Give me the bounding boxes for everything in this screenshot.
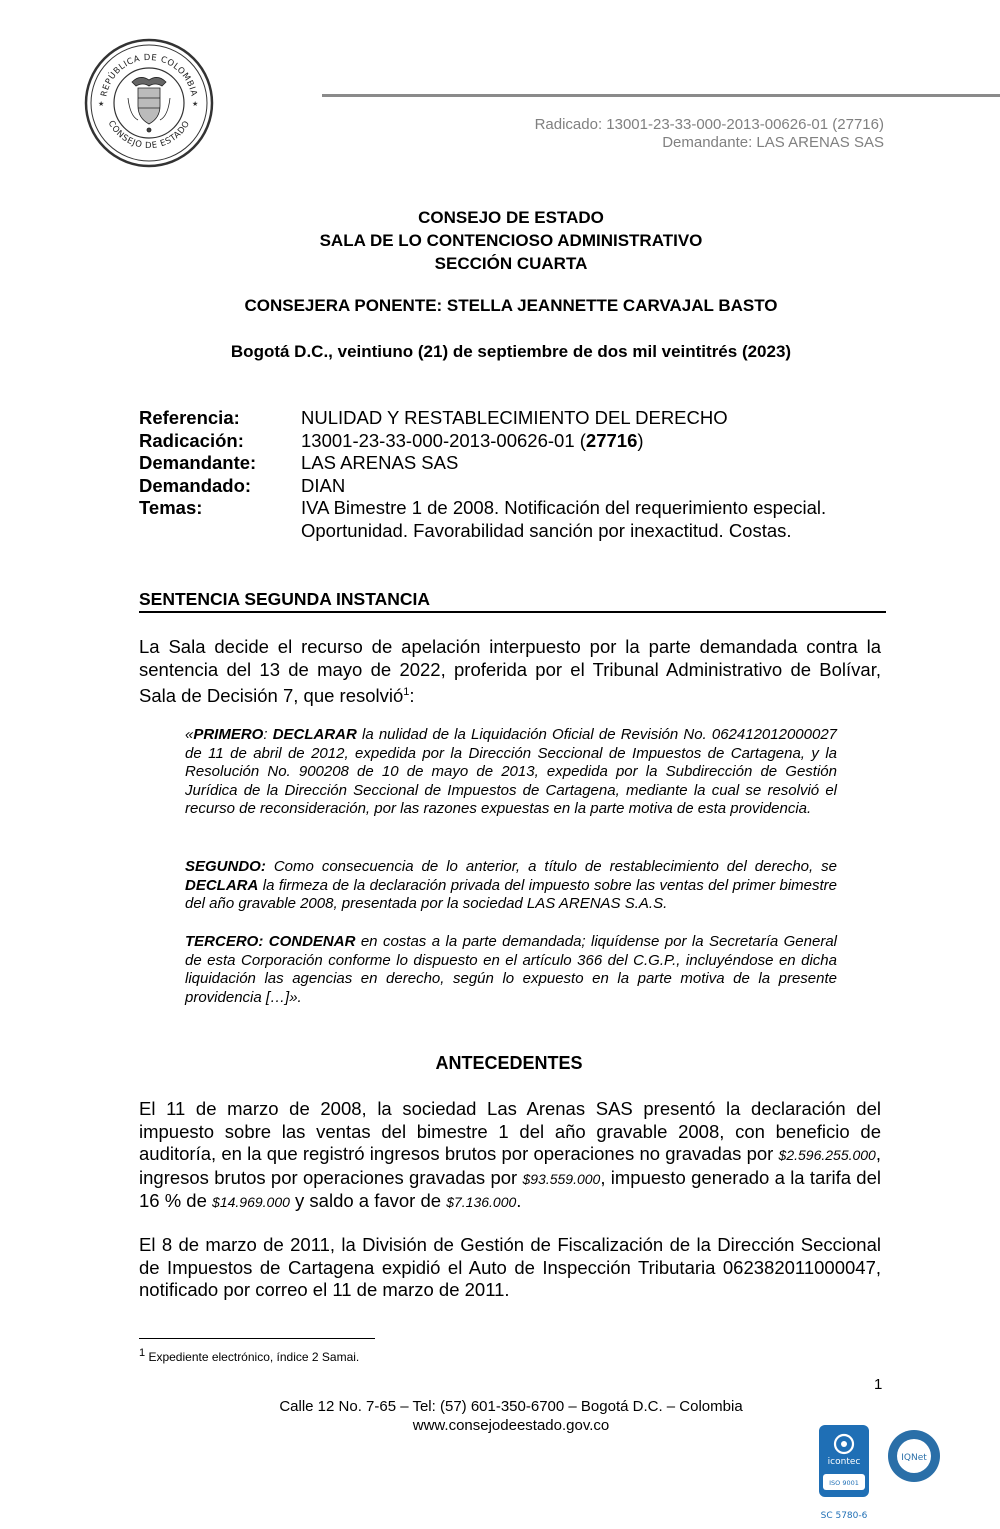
court-name: CONSEJO DE ESTADO bbox=[418, 208, 604, 227]
header-demandante: Demandante: LAS ARENAS SAS bbox=[662, 134, 884, 151]
page-number: 1 bbox=[874, 1376, 883, 1393]
demandado-value: DIAN bbox=[301, 474, 346, 496]
quote-primero: «PRIMERO: DECLARAR la nulidad de la Liquidación Oficial de Revisión No. 062412012000027 de 11 de abril de 2012, expedida por la Dirección Seccional de Impuestos de Cartagena, y la Resolución No. 900208 de 10 de mayo de 2013, expedida por la Subdirección de Gestión Jurídica de la Dirección Seccional de Impuestos de Cartagena, mediante la cual se resolvió el recurso de reconsideración, por las razones expuestas en la parte motiva de esta providencia. bbox=[185, 726, 837, 817]
temas-value: IVA Bimestre 1 de 2008. Notificación del requerimiento especial. Oportunidad. Favorabilidad sanción por inexactitud. Costas. bbox=[301, 497, 827, 541]
decision-date: Bogotá D.C., veintiuno (21) de septiembre de dos mil veintitrés (2023) bbox=[230, 342, 792, 361]
temas-label: Temas: bbox=[139, 497, 203, 518]
antecedentes-paragraph-1: El 11 de marzo de 2008, la sociedad Las Arenas SAS presentó la declaración del impuesto sobre las ventas del bimestre 1 del año gravable 2008, con beneficio de auditoría, en la que registró ingresos brutos por operaciones no gravadas por $2.596.255.000, ingresos brutos por operaciones gravadas por $93.559.000, impuesto generado a la tarifa del 16 % de $14.969.000 y saldo a favor de $7.136.000. bbox=[139, 1098, 881, 1211]
demandado-row bbox=[139, 475, 899, 498]
reference-label: Referencia: bbox=[139, 407, 240, 428]
temas-row bbox=[139, 497, 899, 542]
iqnet-certification-logo bbox=[886, 1428, 942, 1484]
header-radicado: Radicado: 13001-23-33-000-2013-00626-01 (27716) bbox=[534, 116, 884, 133]
demandante-label: Demandante: bbox=[139, 452, 257, 473]
reference-row bbox=[139, 407, 899, 430]
footnote: $^1$ Expediente electrónico, índice 2 Samai. bbox=[139, 1347, 360, 1364]
header-case-info bbox=[535, 116, 884, 152]
quote-tercero: TERCERO: CONDENAR en costas a la parte demandada; liquídense por la Secretaría General de esta Corporación conforme lo dispuesto en el artículo 366 del C.G.P., incluyéndose en dicha liquidación las agencias en derecho, según lo expuesto en la parte motiva de la presente providencia […]». bbox=[185, 933, 837, 1006]
icontec-certification-logo bbox=[818, 1424, 870, 1524]
footer-website[interactable]: www.consejodeestado.gov.co bbox=[412, 1416, 610, 1434]
chamber-name: SALA DE LO CONTENCIOSO ADMINISTRATIVO bbox=[319, 231, 703, 250]
reference-value: NULIDAD Y RESTABLECIMIENTO DEL DERECHO bbox=[301, 407, 728, 428]
demandante-value: LAS ARENAS SAS bbox=[301, 452, 459, 473]
radicacion-label: Radicación: bbox=[139, 429, 244, 451]
demandante-row bbox=[139, 452, 899, 475]
svg-text:★: ★ bbox=[98, 100, 105, 108]
section-name: SECCIÓN CUARTA bbox=[434, 254, 588, 273]
antecedentes-paragraph-2: El 8 de marzo de 2011, la División de Gestión de Fiscalización de la Dirección Seccional de Impuestos de Cartagena expidió el Auto de Inspección Tributaria 062382011000047, notificado por correo el 11 de marzo de 2011. bbox=[139, 1234, 881, 1300]
footnote-rule bbox=[139, 1338, 375, 1339]
ponente: CONSEJERA PONENTE: STELLA JEANNETTE CARVAJAL BASTO bbox=[244, 296, 778, 315]
svg-text:icontec: icontec bbox=[827, 1457, 861, 1467]
demandado-label: Demandado: bbox=[139, 474, 252, 496]
header-rule bbox=[322, 94, 1000, 97]
svg-text:REPÚBLICA DE COLOMBIA: REPÚBLICA DE COLOMBIA bbox=[99, 52, 199, 98]
footnote-ref[interactable]: 1 bbox=[403, 686, 410, 698]
svg-text:ISO 9001: ISO 9001 bbox=[829, 1479, 859, 1487]
svg-text:CONSEJO DE ESTADO: CONSEJO DE ESTADO bbox=[105, 118, 193, 152]
intro-paragraph: La Sala decide el recurso de apelación interpuesto por la parte demandada contra la sentencia del 13 de mayo de 2022, proferida por el Tribunal Administrativo de Bolívar, Sala de Decisión 7, que resolvió$^1$: bbox=[139, 636, 881, 707]
antecedentes-heading: ANTECEDENTES bbox=[435, 1053, 583, 1073]
radicacion-row bbox=[139, 430, 899, 453]
svg-text:SC 5780-6: SC 5780-6 bbox=[820, 1511, 868, 1521]
radicacion-value: 13001-23-33-000-2013-00626-01 (27716) bbox=[301, 429, 644, 451]
svg-text:★: ★ bbox=[192, 100, 199, 108]
court-title bbox=[0, 206, 1000, 275]
coat-of-arms-icon bbox=[128, 77, 170, 132]
quote-segundo: SEGUNDO: Como consecuencia de lo anterior, a título de restablecimiento del derecho, se DECLARA la firmeza de la declaración privada del impuesto sobre las ventas del primer bimestre del año gravable 2008, presentada por la sociedad LAS ARENAS S.A.S. bbox=[185, 858, 837, 912]
footer-address: Calle 12 No. 7-65 – Tel: (57) 601-350-6700 – Bogotá D.C. – Colombia bbox=[279, 1398, 743, 1415]
consejo-de-estado-seal bbox=[84, 38, 214, 168]
svg-text:IQNet: IQNet bbox=[901, 1453, 927, 1463]
sentencia-heading: SENTENCIA SEGUNDA INSTANCIA bbox=[139, 589, 886, 613]
reference-table bbox=[139, 407, 899, 542]
